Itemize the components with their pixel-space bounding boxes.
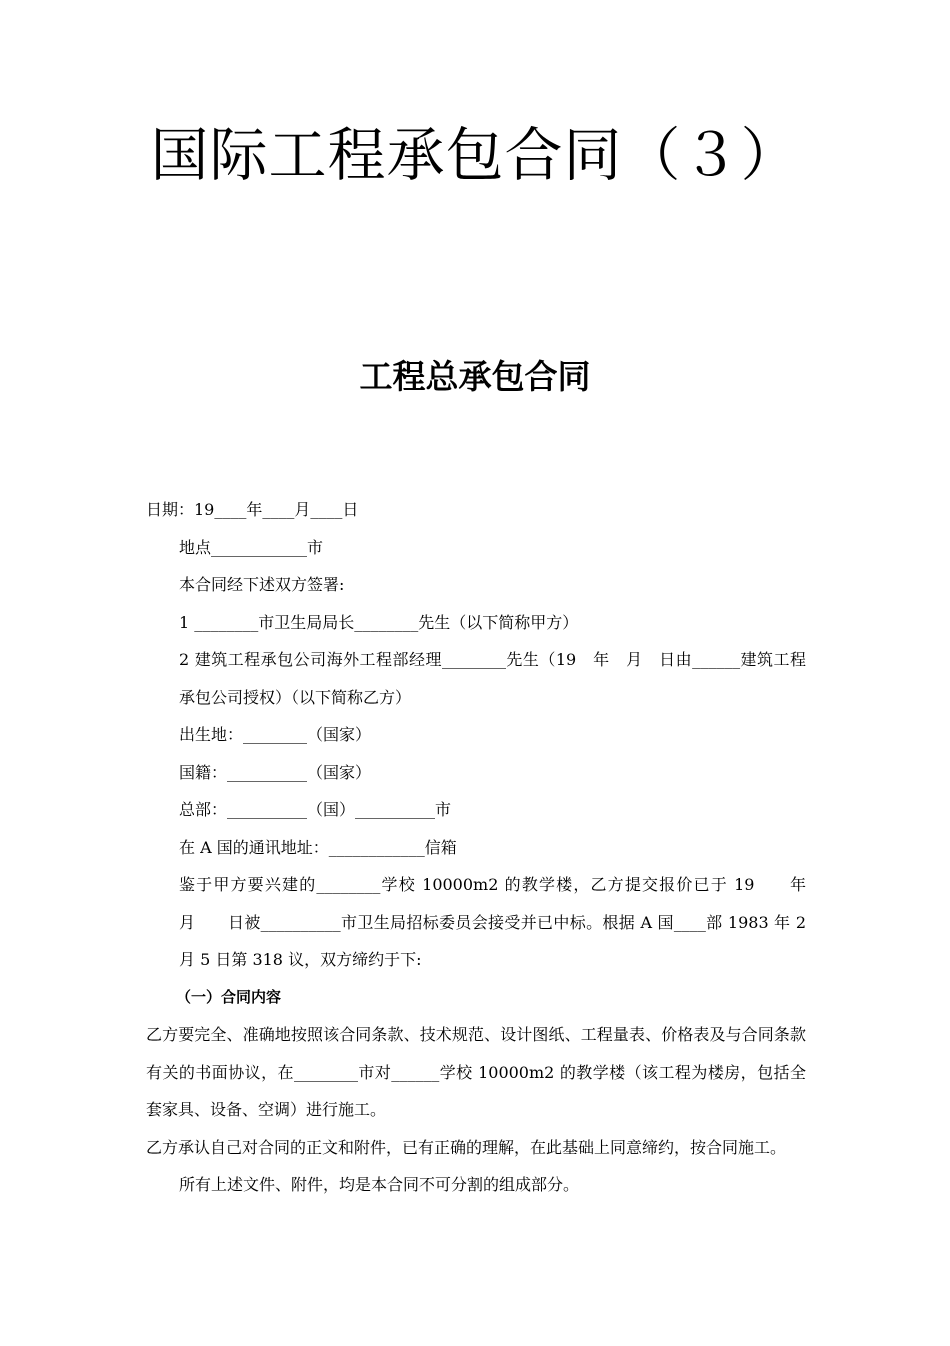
address-line: 在 A 国的通讯地址：____________信箱 xyxy=(179,837,457,857)
document-body xyxy=(146,491,839,1204)
content-paragraph-1: 乙方要完全、准确地按照该合同条款、技术规范、设计图纸、工程量表、价格表及与合同条款有关的书面协议，在________市对______学校 10000m2 的教学楼（该工程为楼房，包括全套家具、设备、空调）进行施工。 xyxy=(146,1025,806,1119)
headquarters-line: 总部：__________（国）__________市 xyxy=(179,800,452,819)
party-a-line: 1 ________市卫生局局长________先生（以下简称甲方） xyxy=(179,612,579,632)
nationality-line: 国籍：__________（国家） xyxy=(179,762,372,782)
party-b-paragraph: 2 建筑工程承包公司海外工程部经理________先生（19 年 月 日由______建筑工程承包公司授权）（以下简称乙方） xyxy=(179,650,806,707)
section-heading: （一）合同内容 xyxy=(176,987,282,1006)
document-subtitle: 工程总承包合同 xyxy=(359,357,591,397)
birthplace-line: 出生地：________（国家） xyxy=(179,725,372,744)
signed-by-line: 本合同经下述双方签署: xyxy=(179,575,345,594)
content-paragraph-2: 乙方承认自己对合同的正文和附件，已有正确的理解，在此基础上同意缔约，按合同施工。 xyxy=(146,1137,787,1157)
date-line: 日期：19____年____月____日 xyxy=(146,500,359,519)
whereas-paragraph: 鉴于甲方要兴建的________学校 10000m2 的教学楼，乙方提交报价已于 19 年 月 日被__________市卫生局招标委员会接受并已中标。根据 A 国____部 1983 年 2 月 5 日第 318 议，双方缔约于下: xyxy=(179,875,839,969)
document-title: 国际工程承包合同（３） xyxy=(150,120,800,189)
place-line: 地点____________市 xyxy=(179,537,324,557)
content-paragraph-3: 所有上述文件、附件，均是本合同不可分割的组成部分。 xyxy=(179,1175,580,1194)
